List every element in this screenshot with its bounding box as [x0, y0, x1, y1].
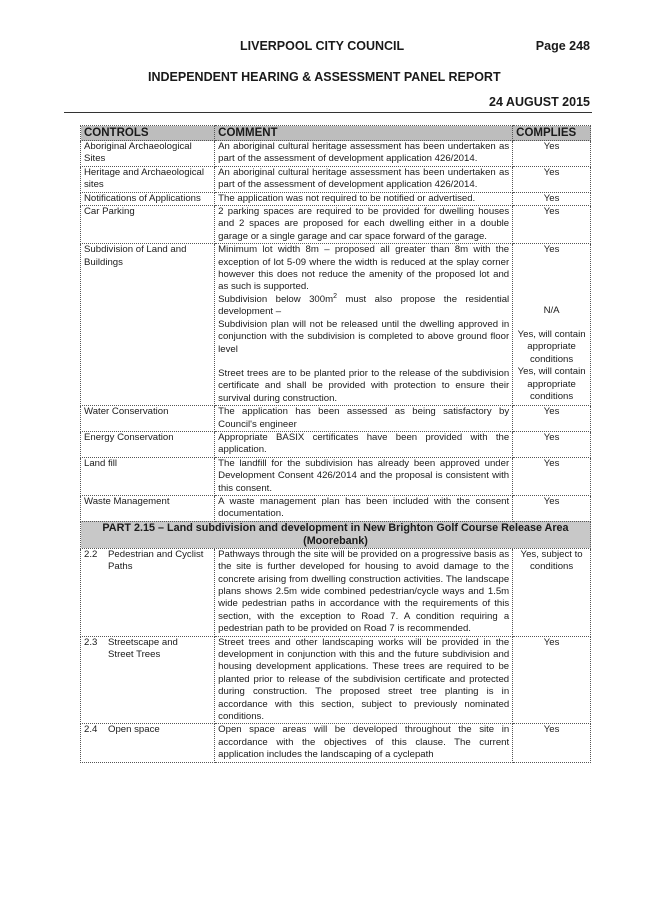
comment-cell: 2 parking spaces are required to be provided for dwelling houses and 2 spaces are proposed for each dwelling either in a double garage or a single garage and car space forward of the garage. — [215, 206, 513, 244]
complies-cell: Yes — [513, 724, 591, 762]
clause-number: 2.3 — [84, 636, 98, 648]
complies-subdivision-size: N/A — [543, 304, 560, 316]
control-cell: Subdivision of Land and Buildings — [81, 244, 215, 406]
spacer — [516, 257, 587, 281]
table-row — [81, 495, 591, 521]
control-cell: Energy Conservation — [81, 431, 215, 457]
comment-cell: Street trees and other landscaping works will be provided in the development in conjunction with this and the future subdivision and housing development applications. These trees are required to be planted prior to release of the subdivision certificate and protected during construction. The proposed street tree planting is in accordance with this section, subject to previously nominated conditions. — [215, 636, 513, 724]
control-cell: Land fill — [81, 457, 215, 495]
control-cell: Car Parking — [81, 206, 215, 244]
comment-subdivision-size-b: must also propose the residential development – — [218, 293, 510, 318]
control-cell: Aboriginal Archaeological Sites — [81, 141, 215, 167]
table-row — [81, 141, 591, 167]
complies-cell: Yes — [513, 206, 591, 244]
complies-street-trees: Yes, will contain appropriate conditions — [517, 366, 586, 403]
table-row — [81, 724, 591, 762]
comment-cell: The landfill for the subdivision has already been approved under Development Consent 426/2014 and the proposal is consistent with this consent. — [215, 457, 513, 495]
control-cell: Heritage and Archaeological sites — [81, 166, 215, 192]
controls-table — [80, 125, 591, 763]
complies-cell: Yes — [513, 457, 591, 495]
complies-cell: Yes, subject to conditions — [513, 548, 591, 636]
comment-street-trees: Street trees are to be planted prior to the release of the subdivision certificate and shall be provided with protection to ensure their survival during construction. — [218, 367, 510, 404]
clause-label: Open space — [108, 724, 160, 736]
spacer — [218, 356, 509, 368]
table-row — [81, 457, 591, 495]
complies-cell: Yes — [513, 406, 591, 432]
table-row — [81, 192, 591, 205]
section-title: PART 2.15 – Land subdivision and development in New Brighton Golf Course Release Area (Moorebank) — [81, 521, 591, 548]
complies-cell — [513, 244, 591, 406]
superscript-2: 2 — [333, 292, 338, 300]
control-cell: Water Conservation — [81, 406, 215, 432]
comment-cell — [215, 244, 513, 406]
comment-cell: Pathways through the site will be provided on a progressive basis as the site is further developed for housing to avoid damage to the concrete arising from dwelling construction activities. The landscape plans shows 2.5m wide combined pedestrian/cycle ways and 1.5m wide pedestrian paths in accordance with the requirements of this section, with the exception to Road 7. A condition requiring a pedestrian path to be provided on Road 7 is recommended. — [215, 548, 513, 636]
page-number: Page 248 — [535, 39, 590, 53]
table-row — [81, 244, 591, 406]
complies-cell: Yes — [513, 141, 591, 167]
report-date: 24 AUGUST 2015 — [489, 95, 590, 109]
table-header-row — [81, 126, 591, 141]
comment-cell: Appropriate BASIX certificates have been provided with the application. — [215, 431, 513, 457]
comment-cell: The application was not required to be notified or advertised. — [215, 192, 513, 205]
complies-cell: Yes — [513, 495, 591, 521]
clause-number: 2.2 — [84, 548, 98, 560]
complies-cell: Yes — [513, 166, 591, 192]
header-comment: COMMENT — [215, 126, 513, 141]
comment-subdivision-release: Subdivision plan will not be released until the dwelling approved in conjunction with the subdivision is completed to above ground floor level — [218, 318, 510, 355]
spacer — [516, 281, 587, 305]
complies-cell: Yes — [513, 636, 591, 724]
table-row — [81, 406, 591, 432]
section-header-row — [81, 521, 591, 548]
control-cell — [81, 636, 215, 724]
header-controls: CONTROLS — [81, 126, 215, 141]
spacer — [516, 317, 587, 329]
comment-cell: An aboriginal cultural heritage assessment has been undertaken as part of the assessment of development application 426/2014. — [215, 141, 513, 167]
header-divider — [64, 112, 592, 113]
comment-cell: A waste management plan has been included with the consent documentation. — [215, 495, 513, 521]
council-name: LIVERPOOL CITY COUNCIL — [240, 39, 405, 53]
clause-number: 2.4 — [84, 724, 98, 736]
control-cell — [81, 548, 215, 636]
comment-subdivision-size — [218, 294, 509, 319]
comment-cell: The application has been assessed as being satisfactory by Council's engineer — [215, 406, 513, 432]
table-row — [81, 166, 591, 192]
comment-subdivision-size-a: Subdivision below 300m — [218, 293, 334, 305]
comment-cell: Open space areas will be developed throughout the site in accordance with the objectives of this clause. The current application includes the landscaping of a cyclepath — [215, 724, 513, 762]
complies-cell: Yes — [513, 431, 591, 457]
complies-lot-width: Yes — [543, 244, 560, 256]
control-cell: Notifications of Applications — [81, 192, 215, 205]
complies-subdivision-release: Yes, will contain appropriate conditions — [517, 329, 586, 365]
header-complies: COMPLIES — [513, 126, 591, 141]
complies-cell: Yes — [513, 192, 591, 205]
table-row — [81, 206, 591, 244]
comment-cell: An aboriginal cultural heritage assessment has been undertaken as part of the assessment of development application 426/2014. — [215, 166, 513, 192]
table-row — [81, 636, 591, 724]
clause-label: Pedestrian and Cyclist Paths — [108, 548, 204, 573]
clause-label: Streetscape and Street Trees — [108, 636, 178, 661]
table-row — [81, 431, 591, 457]
comment-lot-width: Minimum lot width 8m – proposed all greater than 8m with the exception of lot 5-09 where the width is reduced at the splay corner however this does not reduce the amenity of the proposed lot and as such is supported. — [218, 244, 510, 293]
table-row — [81, 548, 591, 636]
control-cell — [81, 724, 215, 762]
report-title: INDEPENDENT HEARING & ASSESSMENT PANEL REPORT — [148, 70, 501, 84]
control-cell: Waste Management — [81, 495, 215, 521]
